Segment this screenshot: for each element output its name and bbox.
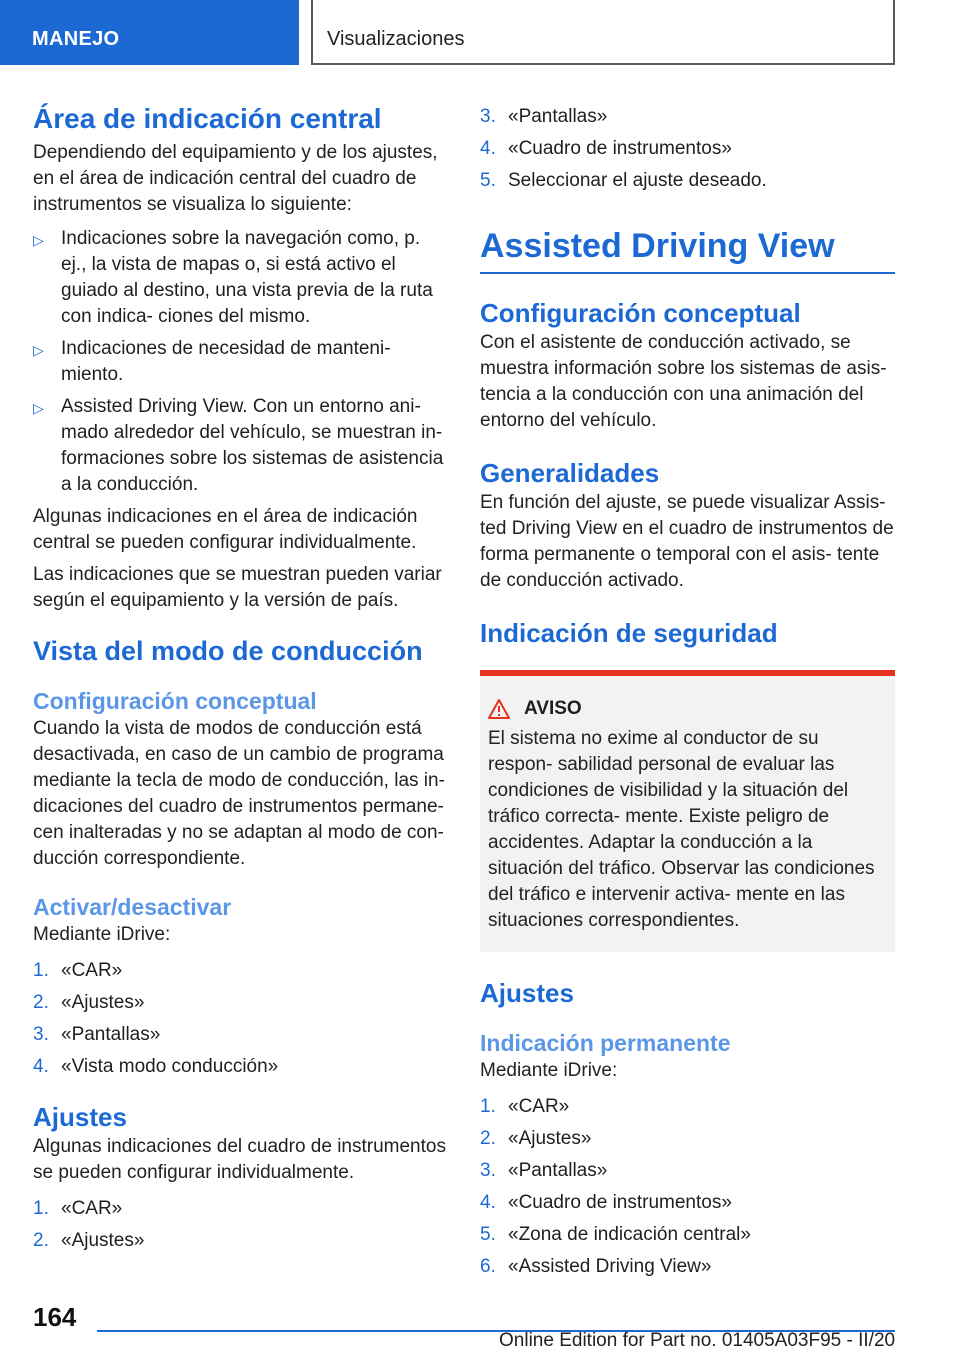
paragraph-area-intro: Dependiendo del equipamiento y de los ajustes, en el área de indicación central del cuadro de instrumentos se visualiza lo siguiente: bbox=[33, 142, 438, 215]
list-item: 4. «Vista modo conducción» bbox=[33, 1056, 279, 1077]
paragraph-variar: Las indicaciones que se muestran pueden variar según el equipamiento y la versión de país. bbox=[33, 564, 442, 611]
list-item bbox=[33, 336, 448, 388]
steps-ajustes bbox=[33, 1196, 448, 1254]
right-column bbox=[480, 100, 895, 1280]
list-item-text: Assisted Driving View. Con un entorno ani- mado alrededor del vehículo, se muestran in- formaciones sobre los sistemas de asistencia a la conducción. bbox=[61, 396, 444, 495]
heading-generalidades: Generalidades bbox=[480, 458, 660, 488]
list-item: 2. «Ajustes» bbox=[33, 1230, 145, 1251]
paragraph-configurable: Algunas indicaciones en el área de indicación central se pueden configurar individualmente. bbox=[33, 506, 418, 553]
heading-area-indicacion: Área de indicación central bbox=[33, 103, 382, 134]
list-item: 3. «Pantallas» bbox=[33, 1024, 161, 1045]
paragraph-configuracion: Cuando la vista de modos de conducción está desactivada, en caso de un cambio de programa mediante la tecla de modo de conducción, las in- dicaciones del cuadro de instrumentos permane- cen inalteradas y no se adaptan al modo de con- ducción correspondiente. bbox=[33, 718, 445, 869]
list-item: 2. «Ajustes» bbox=[480, 1128, 592, 1149]
list-item: 1. «CAR» bbox=[33, 960, 123, 981]
left-column bbox=[33, 100, 448, 1254]
paragraph-mediante-idrive: Mediante iDrive: bbox=[33, 924, 171, 945]
heading-configuracion-conceptual: Configuración conceptual bbox=[480, 298, 801, 328]
heading-ajustes: Ajustes bbox=[33, 1102, 127, 1132]
warning-triangle-icon bbox=[488, 699, 510, 719]
list-item: 1. «CAR» bbox=[480, 1096, 570, 1117]
list-item: 4. «Cuadro de instrumentos» bbox=[480, 1192, 732, 1213]
warning-header bbox=[488, 698, 887, 720]
list-item-text: Indicaciones sobre la navegación como, p. ej., la vista de mapas o, si está activo el guiado al destino, una vista previa de la ruta con indica- ciones del mismo. bbox=[61, 228, 433, 327]
list-item: 6. «Assisted Driving View» bbox=[480, 1256, 712, 1277]
warning-label: AVISO bbox=[524, 698, 582, 719]
edition-text: Online Edition for Part no. 01405A03F95 - II/20 bbox=[499, 1330, 896, 1351]
list-item-text: Indicaciones de necesidad de manteni- miento. bbox=[61, 338, 391, 385]
list-item: 2. «Ajustes» bbox=[33, 992, 145, 1013]
steps-continued bbox=[480, 104, 895, 194]
list-item bbox=[33, 394, 448, 498]
triangle-right-icon: ▷ bbox=[33, 342, 44, 358]
triangle-right-icon: ▷ bbox=[33, 400, 44, 416]
paragraph-mediante-idrive: Mediante iDrive: bbox=[480, 1060, 618, 1081]
paragraph-configuracion: Con el asistente de conducción activado, se muestra información sobre los sistemas de asis- tencia a la conducción con una animación del entorno del vehículo. bbox=[480, 332, 887, 431]
chapter-box bbox=[311, 0, 895, 65]
heading-configuracion-conceptual: Configuración conceptual bbox=[33, 688, 317, 714]
steps-permanente bbox=[480, 1094, 895, 1280]
heading-vista-modo: Vista del modo de conducción bbox=[33, 636, 423, 666]
paragraph-ajustes: Algunas indicaciones del cuadro de instrumentos se pueden configurar individualmente. bbox=[33, 1136, 446, 1183]
list-item bbox=[33, 226, 448, 330]
list-item: 5. Seleccionar el ajuste deseado. bbox=[480, 170, 767, 191]
paragraph-generalidades: En función del ajuste, se puede visualizar Assis- ted Driving View en el cuadro de instrumentos de forma permanente o temporal con el asis- tente de conducción activado. bbox=[480, 492, 894, 591]
warning-box bbox=[480, 670, 895, 952]
list-item: 5. «Zona de indicación central» bbox=[480, 1224, 751, 1245]
list-item: 3. «Pantallas» bbox=[480, 1160, 608, 1181]
chapter-label: Visualizaciones bbox=[327, 28, 465, 50]
heading-ajustes: Ajustes bbox=[480, 978, 574, 1008]
list-item: 3. «Pantallas» bbox=[480, 106, 608, 127]
list-item: 4. «Cuadro de instrumentos» bbox=[480, 138, 732, 159]
warning-text: El sistema no exime al conductor de su respon- sabilidad personal de evaluar las condiciones de visibilidad y la situación del tráfico correcta- mente. Existe peligro de accidentes. Adaptar la conducción a la situación del tráfico. Observar las condiciones del tráfico e intervenir activa- mente en las situaciones correspondientes. bbox=[488, 728, 875, 931]
page-number: 164 bbox=[33, 1302, 77, 1332]
section-tab bbox=[0, 0, 299, 65]
section-label: MANEJO bbox=[32, 28, 120, 50]
heading-assisted-driving-view: Assisted Driving View bbox=[480, 224, 895, 274]
list-item: 1. «CAR» bbox=[33, 1198, 123, 1219]
heading-activar-desactivar: Activar/desactivar bbox=[33, 894, 232, 920]
bullet-list bbox=[33, 226, 448, 498]
triangle-right-icon: ▷ bbox=[33, 232, 44, 248]
heading-indicacion-seguridad: Indicación de seguridad bbox=[480, 618, 778, 648]
heading-indicacion-permanente: Indicación permanente bbox=[480, 1030, 731, 1056]
steps-activar bbox=[33, 958, 448, 1080]
